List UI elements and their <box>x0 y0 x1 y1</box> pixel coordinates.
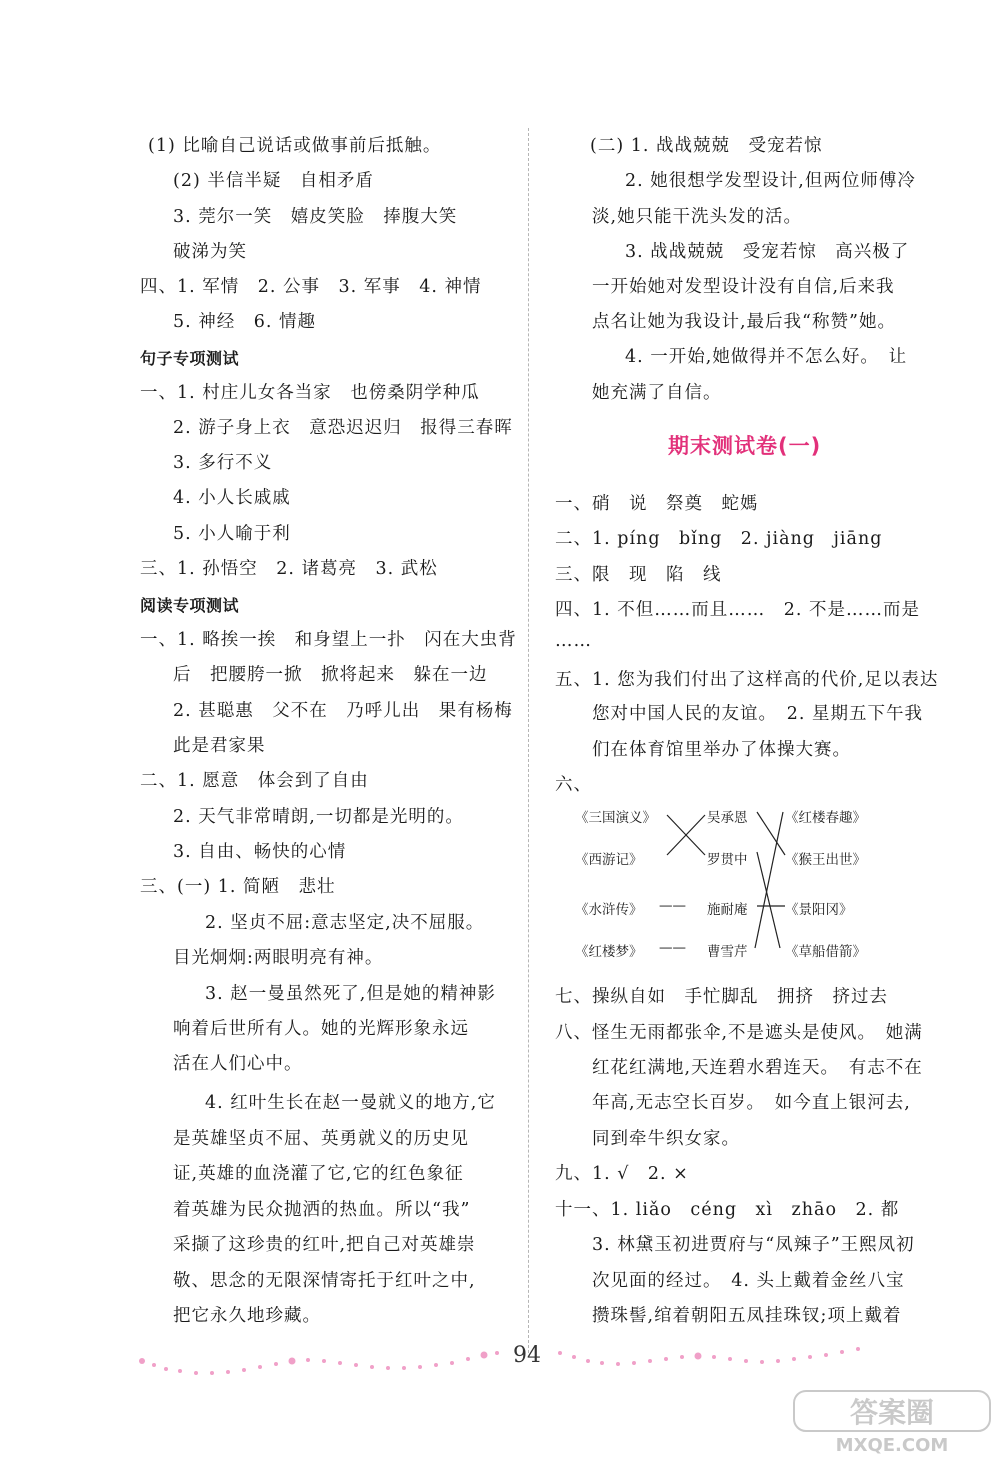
text-line: 次见面的经过。 4. 头上戴着金丝八宝 <box>592 1271 905 1291</box>
text-line: 三、限 现 陷 线 <box>555 565 722 585</box>
text-line: 一、1. 村庄儿女各当家 也傍桑阴学种瓜 <box>140 383 480 403</box>
text-line: 4. 一开始,她做得并不怎么好。 让 <box>625 347 908 367</box>
text-line: 淡,她只能干洗头发的活。 <box>592 207 803 227</box>
text-line: 二、1. 愿意 体会到了自由 <box>140 771 369 791</box>
text-line: 5. 神经 6. 情趣 <box>173 312 317 332</box>
text-line: 采撷了这珍贵的红叶,把自己对英雄崇 <box>173 1235 476 1255</box>
text-line: 同到牵牛织女家。 <box>592 1129 740 1149</box>
text-line: 敬、思念的无限深情寄托于红叶之中, <box>173 1271 476 1291</box>
text-line: 4. 红叶生长在赵一曼就义的地方,它 <box>205 1093 496 1113</box>
text-line: 十一、1. liǎo céng xì zhāo 2. 都 <box>555 1200 900 1220</box>
text-line: 一、1. 略挨一挨 和身望上一扑 闪在大虫背 <box>140 630 517 650</box>
text-line: 3. 多行不义 <box>173 453 273 473</box>
text-line: (2) 半信半疑 自相矛盾 <box>173 171 374 191</box>
text-line: 5. 小人喻于利 <box>173 524 291 544</box>
watermark-logo-text: 答案圈 <box>849 1396 935 1429</box>
story-jingyanggang: 《景阳冈》 <box>785 902 853 918</box>
text-line: 2. 游子身上衣 意恐迟迟归 报得三春晖 <box>173 418 513 438</box>
book-xiyou: 《西游记》 <box>575 852 643 868</box>
text-line: 三、1. 孙悟空 2. 诸葛亮 3. 武松 <box>140 559 438 579</box>
text-line: 目光炯炯:两眼明亮有神。 <box>173 948 384 968</box>
text-line: 四、1. 军情 2. 公事 3. 军事 4. 神情 <box>140 277 482 297</box>
text-line: 是英雄坚贞不屈、英勇就义的历史见 <box>173 1129 469 1149</box>
text-line: 证,英雄的血浇灌了它,它的红色象征 <box>173 1164 464 1184</box>
text-line: (二) 1. 战战兢兢 受宠若惊 <box>590 136 823 156</box>
section-heading: 句子专项测试 <box>140 349 240 368</box>
text-line: 一开始她对发型设计没有自信,后来我 <box>592 277 895 297</box>
text-line: 3. 赵一曼虽然死了,但是她的精神影 <box>205 984 496 1004</box>
text-line: 们在体育馆里举办了体操大赛。 <box>592 740 851 760</box>
text-line: 她充满了自信。 <box>592 383 722 403</box>
page-number: 94 <box>513 1343 541 1368</box>
text-line: …… <box>555 631 592 651</box>
text-line: 2. 天气非常晴朗,一切都是光明的。 <box>173 807 464 827</box>
text-line: 三、(一) 1. 简陋 悲壮 <box>140 877 336 897</box>
text-line: 4. 小人长戚戚 <box>173 488 291 508</box>
author-wuchengen: 吴承恩 <box>707 810 748 826</box>
text-line: 四、1. 不但……而且…… 2. 不是……而是 <box>555 600 921 620</box>
text-line: 活在人们心中。 <box>173 1054 303 1074</box>
section-heading: 阅读专项测试 <box>140 596 240 615</box>
text-line: 响着后世所有人。她的光辉形象永远 <box>173 1019 469 1039</box>
text-line: 2. 甚聪惠 父不在 乃呼儿出 果有杨梅 <box>173 701 513 721</box>
text-line: 3. 自由、畅快的心情 <box>173 842 347 862</box>
text-line: 着英雄为民众抛洒的热血。所以“我” <box>173 1200 471 1220</box>
text-line: 您对中国人民的友谊。 2. 星期五下午我 <box>592 704 924 724</box>
text-line: (1) 比喻自己说话或做事前后抵触。 <box>148 136 442 156</box>
text-line: 3. 林黛玉初进贾府与“凤辣子”王熙凤初 <box>592 1235 915 1255</box>
text-line: 攒珠髻,绾着朝阳五凤挂珠钗;项上戴着 <box>592 1306 902 1326</box>
text-line: 2. 坚贞不屈:意志坚定,决不屈服。 <box>205 913 485 933</box>
text-line: 年高,无志空长百岁。 如今直上银河去, <box>592 1093 911 1113</box>
book-honglou: 《红楼梦》 <box>575 944 643 960</box>
dash: —— <box>659 940 686 956</box>
watermark-logo <box>790 1385 995 1455</box>
text-line: 六、 <box>555 775 592 795</box>
watermark-graphic <box>790 1385 995 1455</box>
text-line: 后 把腰胯一掀 掀将起来 躲在一边 <box>173 665 488 685</box>
text-line: 一、硝 说 祭奠 蛇媽 <box>555 494 759 514</box>
text-line: 二、1. píng bǐng 2. jiàng jiāng <box>555 529 883 549</box>
exam-title: 期末测试卷(一) <box>668 434 822 458</box>
book-shuihu: 《水浒传》 <box>575 902 643 918</box>
author-caoxueqin: 曹雪芹 <box>707 944 748 960</box>
text-line: 五、1. 您为我们付出了这样高的代价,足以表达 <box>555 670 939 690</box>
matching-diagram <box>575 800 905 975</box>
text-line: 八、怪生无雨都张伞,不是遮头是使风。 她满 <box>555 1023 923 1043</box>
book-sanguo: 《三国演义》 <box>575 810 656 826</box>
column-divider <box>528 128 529 1353</box>
text-line: 3. 战战兢兢 受宠若惊 高兴极了 <box>625 242 910 262</box>
watermark-url: MXQE.COM <box>835 1435 949 1455</box>
text-line: 红花红满地,天连碧水碧连天。 有志不在 <box>592 1058 923 1078</box>
author-luoguanzhong: 罗贯中 <box>707 852 748 868</box>
text-line: 2. 她很想学发型设计,但两位师傅冷 <box>625 171 916 191</box>
dash: —— <box>659 898 686 914</box>
text-line: 点名让她为我设计,最后我“称赞”她。 <box>592 312 896 332</box>
story-houwangchushi: 《猴王出世》 <box>785 852 866 868</box>
text-line: 破涕为笑 <box>173 242 247 262</box>
story-honglouchunqu: 《红楼春趣》 <box>785 810 866 826</box>
text-line: 此是君家果 <box>173 736 266 756</box>
story-caochuanjiejian: 《草船借箭》 <box>785 944 866 960</box>
text-line: 3. 莞尔一笑 嬉皮笑脸 捧腹大笑 <box>173 207 458 227</box>
author-shinaian: 施耐庵 <box>707 902 748 918</box>
text-line: 把它永久地珍藏。 <box>173 1306 321 1326</box>
text-line: 九、1. √ 2. × <box>555 1164 689 1184</box>
text-line: 七、操纵自如 手忙脚乱 拥挤 挤过去 <box>555 987 888 1007</box>
